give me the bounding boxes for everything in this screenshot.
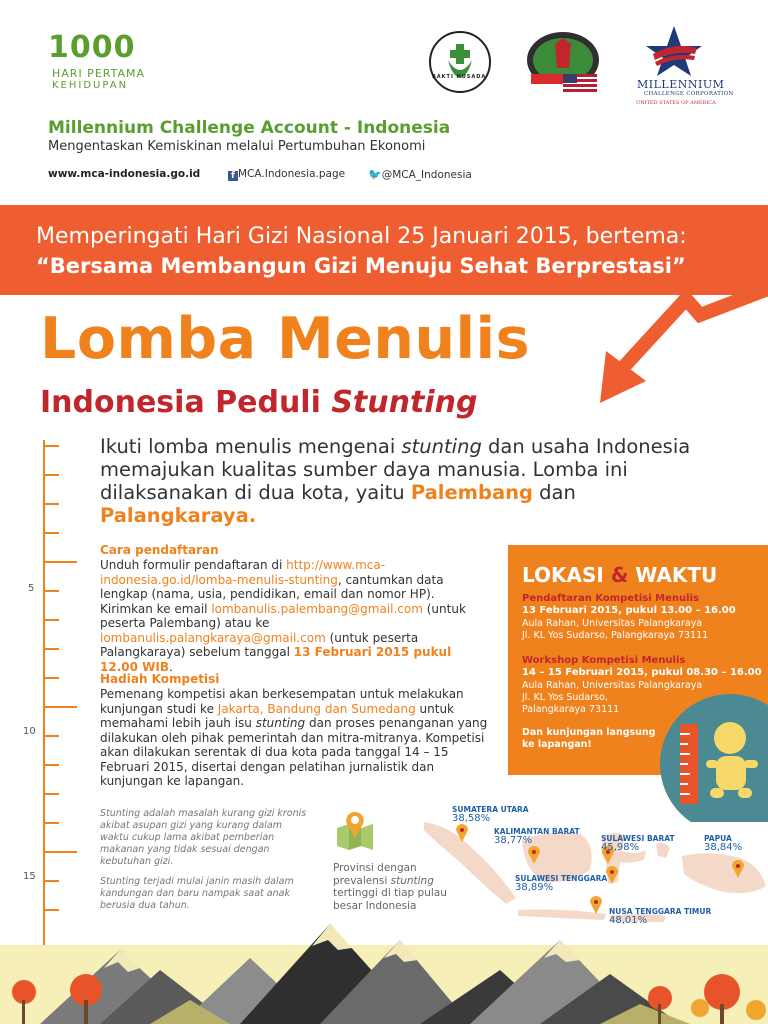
registration-text — [100, 558, 480, 674]
org-title: Millennium Challenge Account - Indonesia — [48, 118, 451, 138]
prize-text2: untuk memahami lebih jauh isu — [100, 701, 455, 730]
intro-paragraph — [100, 435, 720, 527]
prize-cities: Jakarta, Bandung dan Sumedang — [217, 701, 416, 716]
mcc-name-line3: UNITED STATES OF AMERICA — [636, 100, 716, 106]
org-subtitle: Mengentaskan Kemiskinan melalui Pertumbuhan Ekonomi — [48, 139, 426, 154]
ruler-tick — [43, 880, 59, 882]
bakti-husada-logo-icon — [428, 30, 492, 94]
website-link[interactable] — [48, 168, 200, 180]
intro-text3: dan — [532, 481, 576, 504]
province-note-text1: Provinsi dengan prevalensi — [333, 862, 417, 887]
twitter-link[interactable] — [368, 168, 472, 181]
intro-text1: Ikuti lomba menulis mengenai — [100, 435, 402, 458]
lokasi-title-a: LOKASI — [522, 563, 611, 587]
ruler-tick — [43, 532, 59, 534]
intro-italic: stunting — [401, 435, 482, 458]
mountains-illustration — [0, 900, 768, 1024]
declining-arrow-icon — [590, 285, 768, 415]
map-value-papua: 38,84% — [704, 842, 743, 853]
event1-place2: Jl. KL Yos Sudarso, Palangkaraya 73111 — [522, 630, 709, 641]
banner-line1: Memperingati Hari Gizi Nasional 25 Januari 2015, bertema: — [36, 224, 687, 249]
event2-place2: Jl. KL Yos Sudarso, — [522, 692, 608, 703]
prize-title: Hadiah Kompetisi — [100, 672, 220, 686]
email-palangkaraya-link[interactable]: lombanulis.palangkaraya@gmail.com — [100, 630, 326, 645]
map-value-ntt: 48,01% — [609, 915, 648, 926]
bakti-husada-text: BAKTI HUSADA — [432, 74, 487, 80]
ruler-tick — [43, 445, 59, 447]
ruler-tick — [43, 590, 59, 592]
reg-text4: (untuk peserta Palangkaraya) sebelum tanggal — [100, 630, 419, 659]
mcc-star-logo-icon — [645, 24, 703, 76]
reg-text2: , cantumkan data lengkap (nama, usia, pendidikan, email dan nomor HP). Kirimkan ke email — [100, 572, 444, 616]
reg-text3: (untuk peserta Palembang) atau ke — [100, 601, 466, 630]
mca-indonesia-seal-icon — [525, 30, 601, 96]
map-label-ntt: NUSA TENGGARA TIMUR — [609, 907, 712, 916]
prize-text1: Pemenang kompetisi akan berkesempatan untuk melakukan kunjungan studi ke — [100, 687, 464, 716]
intro-city-palangkaraya: Palangkaraya. — [100, 504, 257, 527]
map-value-sulbar: 45,98% — [601, 842, 640, 853]
ruler-tick — [43, 474, 59, 476]
province-note-text2: tertinggi di tiap pulau besar Indonesia — [333, 887, 447, 912]
map-label-kalbar: KALIMANTAN BARAT — [494, 827, 580, 836]
intro-text2: dan usaha Indonesia memajukan kualitas sumber daya manusia. Lomba ini dilaksanakan di dua kota, yaitu — [100, 435, 691, 504]
ruler-label-10: 10 — [23, 726, 36, 737]
sub-title — [40, 385, 477, 420]
theme-banner — [0, 205, 768, 295]
stunting-definition — [100, 808, 310, 868]
logo-1000-line1: HARI PERTAMA — [52, 67, 146, 80]
intro-city-palembang: Palembang — [410, 481, 533, 504]
map-label-sulbar: SULAWESI BARAT — [601, 834, 675, 843]
map-value-sultra: 38,89% — [515, 882, 554, 893]
ruler-tick — [43, 735, 59, 737]
ruler-tick — [43, 822, 59, 824]
lokasi-title — [522, 563, 717, 587]
mcc-name-line1: MILLENNIUM — [637, 78, 725, 91]
prize-text — [100, 687, 500, 789]
map-value-kalbar: 38,77% — [494, 835, 533, 846]
lokasi-note1: Dan kunjungan langsung — [522, 727, 656, 738]
main-title: Lomba Menulis — [40, 306, 531, 372]
sub-title-italic: Stunting — [331, 385, 478, 420]
prize-text3: dan proses penanganan yang dilakukan oleh pihak pemerintah dan mitra-mitranya. Kompetisi akan dilakukan serentak di dua kota pada tanggal 14 – 15 Februari 2015, disertai dengan pelatihan jurnalistik dan kunjungan ke lapangan. — [100, 716, 488, 788]
event1-heading: Pendaftaran Kompetisi Menulis — [522, 593, 699, 604]
stunting-onset-italic: Stunting — [100, 876, 141, 887]
logo-1000-line2: KEHIDUPAN — [52, 80, 129, 91]
mcc-name-line2: CHALLENGE CORPORATION — [644, 91, 734, 97]
registration-link[interactable]: http://www.mca-indonesia.go.id/lomba-menulis-stunting — [100, 558, 386, 587]
ruler-tick — [43, 851, 77, 853]
website-text: www.mca-indonesia.go.id — [48, 168, 201, 180]
banner-line2: “Bersama Membangun Gizi Menuju Sehat Berprestasi” — [36, 254, 686, 278]
stunting-def-text: adalah masalah kurang gizi kronis akibat asupan gizi yang kurang dalam waktu cukup lama akibat pemberian makanan yang tidak sesuai dengan kebutuhan gizi. — [100, 808, 307, 867]
twitter-icon: 🐦 — [368, 168, 382, 181]
ruler-tick — [43, 561, 77, 563]
ruler-tick — [43, 648, 59, 650]
ruler-tick — [43, 793, 59, 795]
stunting-onset-text: terjadi mulai janin masih dalam kandungan dan baru nampak saat anak berusia dua tahun. — [100, 876, 294, 911]
map-label-sumut: SUMATERA UTARA — [452, 805, 529, 814]
event2-heading: Workshop Kompetisi Menulis — [522, 655, 686, 666]
stunting-def-italic: Stunting — [100, 808, 141, 819]
logo-1000-number: 1000 — [48, 30, 136, 65]
map-value-sumut: 38,58% — [452, 813, 491, 824]
ruler-label-5: 5 — [28, 583, 35, 594]
lokasi-title-b: WAKTU — [628, 563, 718, 587]
prize-italic: stunting — [255, 716, 306, 730]
ruler-tick — [43, 764, 59, 766]
email-palembang-link[interactable]: lombanulis.palembang@gmail.com — [211, 601, 423, 616]
ruler-line — [43, 440, 45, 945]
lokasi-note2: ke lapangan! — [522, 739, 592, 750]
map-pin-icon — [333, 808, 377, 852]
ruler-tick — [43, 503, 59, 505]
province-note-italic: stunting — [390, 874, 434, 887]
event2-place3: Palangkaraya 73111 — [522, 704, 620, 715]
facebook-icon: f — [228, 171, 238, 181]
twitter-text: @MCA_Indonesia — [381, 169, 472, 181]
event2-date: 14 – 15 Februari 2015, pukul 08.30 – 16.00 — [522, 667, 762, 678]
ruler-tick — [43, 677, 59, 679]
reg-text5: . — [168, 659, 173, 674]
logo-1000-hari — [48, 30, 158, 90]
event2-place1: Aula Rahan, Universitas Palangkaraya — [522, 680, 703, 691]
sub-title-prefix: Indonesia Peduli — [40, 385, 332, 420]
facebook-link[interactable] — [228, 168, 345, 181]
ruler-tick — [43, 706, 77, 708]
ruler-tick — [43, 619, 59, 621]
map-label-papua: PAPUA — [704, 834, 732, 843]
map-label-sultra: SULAWESI TENGGARA — [515, 874, 608, 883]
ruler-label-15: 15 — [23, 871, 36, 882]
lokasi-note — [522, 727, 656, 751]
registration-title: Cara pendaftaran — [100, 543, 219, 557]
facebook-text: MCA.Indonesia.page — [238, 168, 346, 180]
lokasi-title-amp: & — [610, 563, 629, 587]
event1-place1: Aula Rahan, Universitas Palangkaraya — [522, 618, 703, 629]
registration-deadline: 13 Februari 2015 pukul 12.00 WIB — [100, 645, 452, 674]
reg-text1: Unduh formulir pendaftaran di — [100, 558, 287, 572]
event1-date: 13 Februari 2015, pukul 13.00 – 16.00 — [522, 605, 736, 616]
